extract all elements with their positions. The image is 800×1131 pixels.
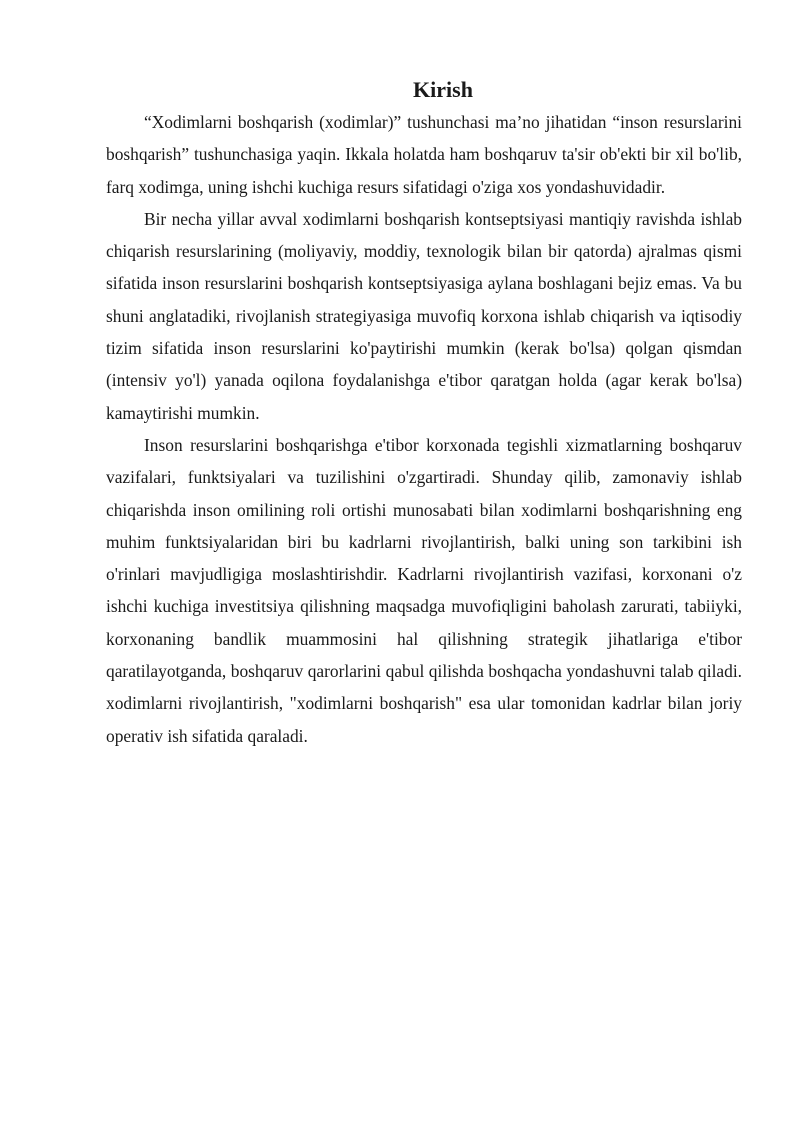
paragraph-1: “Xodimlarni boshqarish (xodimlar)” tushunchasi ma’no jihatidan “inson resurslarini boshqarish” tushunchasiga yaqin. Ikkala holatda ham boshqaruv ta'sir ob'ekti bir xil bo'lib, farq xodimga, uning ishchi kuchiga resurs sifatidagi o'ziga xos yondashuvidadir.: [106, 112, 742, 197]
paragraph-3: Inson resurslarini boshqarishga e'tibor korxonada tegishli xizmatlarning boshqaruv vazifalari, funktsiyalari va tuzilishini o'zgartiradi. Shunday qilib, zamonaviy ishlab chiqarishda inson omilining roli ortishi munosabati bilan xodimlarni boshqarishning eng muhim funktsiyalaridan biri bu kadrlarni rivojlantirish, balki uning son tarkibini ish o'rinlari mavjudligiga moslashtirishdir. Kadrlarni rivojlantirish vazifasi, korxonani o'z ishchi kuchiga investitsiya qilishning maqsadga muvofiqligini baholash zarurati, tabiiyki, korxonaning bandlik muammosini hal qilishning strategik jihatlariga e'tibor qaratilayotganda, boshqaruv qarorlarini qabul qilishda boshqacha yondashuvni talab qiladi. xodimlarni rivojlantirish, "xodimlarni boshqarish" esa ular tomonidan kadrlar bilan joriy operativ ish sifatida qaraladi.: [106, 434, 742, 746]
document-body: [106, 74, 742, 752]
paragraph-2: Bir necha yillar avval xodimlarni boshqarish kontseptsiyasi mantiqiy ravishda ishlab chiqarish resurslarining (moliyaviy, moddiy, texnologik bilan bir qatorda) ajralmas qismi sifatida inson resurslarini boshqarish kontseptsiyasiga aylana boshlagani bejiz emas. Va bu shuni anglatadiki, rivojlanish strategiyasiga muvofiq korxona ishlab chiqarish va iqtisodiy tizim sifatida inson resurslarini ko'paytirishi mumkin (kerak bo'lsa) qolgan qismdan (intensiv yo'l) yanada oqilona foydalanishga e'tibor qaratgan holda (agar kerak bo'lsa) kamaytirishi mumkin.: [106, 208, 742, 423]
page-title: Kirish: [413, 77, 473, 102]
